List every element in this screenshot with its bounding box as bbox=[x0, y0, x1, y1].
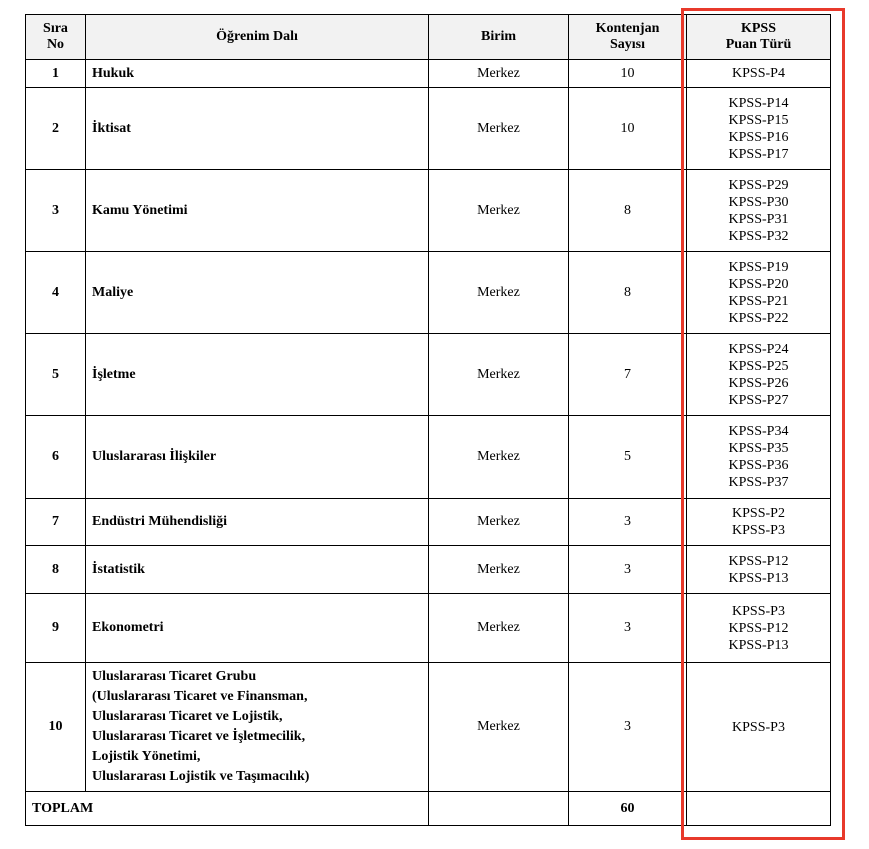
field-line: Maliye bbox=[92, 284, 134, 300]
row-unit: Merkez bbox=[429, 252, 569, 334]
row-field bbox=[86, 334, 429, 416]
row-number: 8 bbox=[26, 546, 86, 594]
kpss-code: KPSS-P21 bbox=[728, 293, 789, 309]
row-unit: Merkez bbox=[429, 546, 569, 594]
field-line: Uluslararası Ticaret Grubu bbox=[92, 669, 257, 684]
header-unit: Birim bbox=[429, 15, 569, 60]
row-count: 3 bbox=[569, 663, 687, 792]
total-kpss-empty bbox=[687, 792, 831, 826]
kpss-code: KPSS-P2 bbox=[732, 506, 785, 521]
row-unit: Merkez bbox=[429, 334, 569, 416]
row-count: 3 bbox=[569, 546, 687, 594]
kpss-code: KPSS-P13 bbox=[728, 637, 789, 653]
table-row bbox=[26, 663, 831, 792]
field-line: Kamu Yönetimi bbox=[92, 202, 188, 218]
kpss-code: KPSS-P20 bbox=[728, 276, 789, 292]
row-kpss bbox=[687, 170, 831, 252]
row-field bbox=[86, 416, 429, 499]
row-number: 7 bbox=[26, 499, 86, 546]
row-field bbox=[86, 88, 429, 170]
row-number: 4 bbox=[26, 252, 86, 334]
kpss-code: KPSS-P25 bbox=[728, 358, 789, 374]
kpss-code: KPSS-P15 bbox=[728, 112, 789, 128]
row-unit: Merkez bbox=[429, 88, 569, 170]
row-count: 5 bbox=[569, 416, 687, 499]
kpss-code: KPSS-P34 bbox=[728, 424, 789, 439]
header-field: Öğrenim Dalı bbox=[86, 15, 429, 60]
field-line: (Uluslararası Ticaret ve Finansman, bbox=[92, 689, 308, 704]
row-field bbox=[86, 546, 429, 594]
row-unit: Merkez bbox=[429, 60, 569, 88]
kpss-code: KPSS-P31 bbox=[728, 211, 789, 227]
kpss-code: KPSS-P26 bbox=[728, 375, 789, 391]
table-row bbox=[26, 546, 831, 594]
table-row bbox=[26, 416, 831, 499]
row-count: 8 bbox=[569, 252, 687, 334]
row-count: 3 bbox=[569, 594, 687, 663]
row-number: 9 bbox=[26, 594, 86, 663]
row-unit: Merkez bbox=[429, 416, 569, 499]
header-count: Kontenjan Sayısı bbox=[569, 15, 687, 60]
header-row bbox=[26, 15, 831, 60]
table-row bbox=[26, 170, 831, 252]
kpss-code: KPSS-P22 bbox=[728, 310, 789, 326]
row-count: 10 bbox=[569, 60, 687, 88]
total-label: TOPLAM bbox=[26, 792, 429, 826]
row-count: 10 bbox=[569, 88, 687, 170]
quota-table bbox=[25, 14, 831, 826]
field-line: İktisat bbox=[92, 120, 131, 136]
kpss-code: KPSS-P27 bbox=[728, 392, 789, 408]
table-row bbox=[26, 252, 831, 334]
row-field bbox=[86, 663, 429, 792]
kpss-code: KPSS-P37 bbox=[728, 475, 789, 490]
field-line: Ekonometri bbox=[92, 620, 164, 635]
row-kpss bbox=[687, 663, 831, 792]
kpss-code: KPSS-P36 bbox=[728, 458, 789, 473]
row-field bbox=[86, 60, 429, 88]
row-number: 2 bbox=[26, 88, 86, 170]
row-kpss bbox=[687, 546, 831, 594]
row-kpss bbox=[687, 334, 831, 416]
total-row bbox=[26, 792, 831, 826]
row-count: 3 bbox=[569, 499, 687, 546]
header-no: Sıra No bbox=[26, 15, 86, 60]
row-kpss bbox=[687, 416, 831, 499]
row-field bbox=[86, 170, 429, 252]
table-row bbox=[26, 334, 831, 416]
kpss-code: KPSS-P4 bbox=[732, 66, 785, 81]
row-field bbox=[86, 499, 429, 546]
row-unit: Merkez bbox=[429, 170, 569, 252]
row-kpss bbox=[687, 88, 831, 170]
table-row bbox=[26, 60, 831, 88]
field-line: İstatistik bbox=[92, 561, 145, 577]
field-line: Uluslararası Ticaret ve İşletmecilik, bbox=[92, 729, 306, 744]
table-row bbox=[26, 594, 831, 663]
row-field bbox=[86, 594, 429, 663]
row-kpss bbox=[687, 499, 831, 546]
row-kpss bbox=[687, 252, 831, 334]
header-kpss: KPSS Puan Türü bbox=[687, 15, 831, 60]
total-count: 60 bbox=[569, 792, 687, 826]
row-unit: Merkez bbox=[429, 499, 569, 546]
kpss-code: KPSS-P3 bbox=[732, 719, 785, 735]
row-number: 5 bbox=[26, 334, 86, 416]
row-kpss bbox=[687, 60, 831, 88]
row-kpss bbox=[687, 594, 831, 663]
kpss-code: KPSS-P30 bbox=[728, 194, 789, 210]
field-line: Hukuk bbox=[92, 65, 135, 81]
kpss-code: KPSS-P3 bbox=[732, 523, 785, 538]
row-number: 3 bbox=[26, 170, 86, 252]
field-line: Uluslararası Ticaret ve Lojistik, bbox=[92, 709, 283, 724]
field-line: Endüstri Mühendisliği bbox=[92, 514, 227, 529]
kpss-code: KPSS-P17 bbox=[728, 146, 789, 162]
total-unit-empty bbox=[429, 792, 569, 826]
table-row bbox=[26, 88, 831, 170]
row-field bbox=[86, 252, 429, 334]
row-number: 1 bbox=[26, 60, 86, 88]
kpss-code: KPSS-P12 bbox=[728, 553, 789, 569]
row-count: 7 bbox=[569, 334, 687, 416]
kpss-code: KPSS-P3 bbox=[732, 603, 785, 619]
field-line: Uluslararası İlişkiler bbox=[92, 449, 217, 464]
row-number: 10 bbox=[26, 663, 86, 792]
row-unit: Merkez bbox=[429, 663, 569, 792]
kpss-code: KPSS-P13 bbox=[728, 570, 789, 586]
kpss-code: KPSS-P29 bbox=[728, 177, 789, 193]
kpss-code: KPSS-P32 bbox=[728, 228, 789, 244]
kpss-code: KPSS-P35 bbox=[728, 441, 789, 456]
kpss-code: KPSS-P24 bbox=[728, 341, 789, 357]
field-line: Uluslararası Lojistik ve Taşımacılık) bbox=[92, 769, 310, 784]
kpss-code: KPSS-P12 bbox=[728, 620, 789, 636]
kpss-code: KPSS-P16 bbox=[728, 129, 789, 145]
table-row bbox=[26, 499, 831, 546]
row-number: 6 bbox=[26, 416, 86, 499]
field-line: İşletme bbox=[92, 366, 136, 382]
kpss-code: KPSS-P19 bbox=[728, 259, 789, 275]
field-line: Lojistik Yönetimi, bbox=[92, 749, 201, 764]
row-unit: Merkez bbox=[429, 594, 569, 663]
row-count: 8 bbox=[569, 170, 687, 252]
kpss-code: KPSS-P14 bbox=[728, 95, 789, 111]
